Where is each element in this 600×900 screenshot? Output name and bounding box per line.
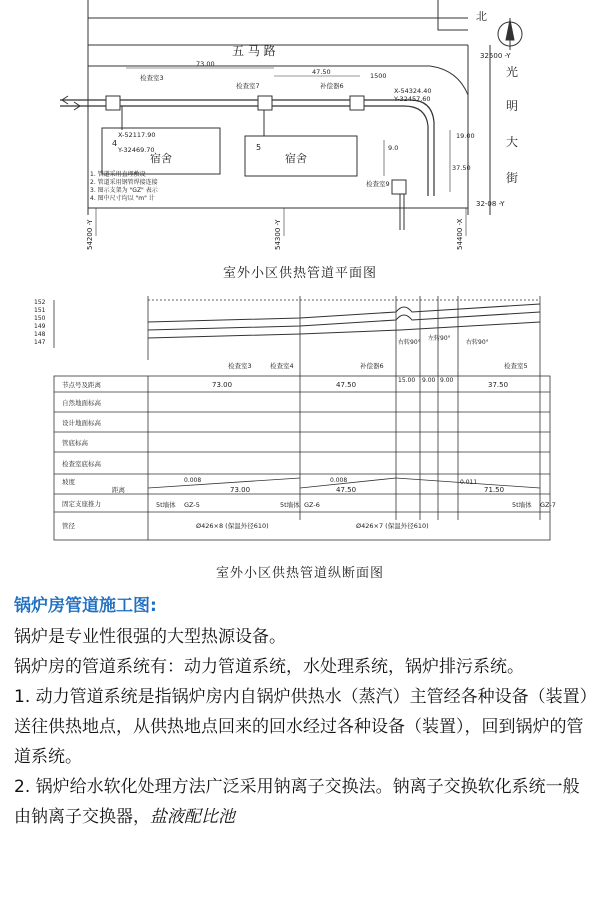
building-a-label: 宿舍 <box>150 152 172 165</box>
street-right-char-3: 大 <box>506 135 519 149</box>
paragraph-1: 锅炉是专业性很强的大型热源设备。 <box>14 627 286 647</box>
axis-label-1: 54200 -Y <box>86 219 94 250</box>
building-b-label: 宿舍 <box>285 152 307 165</box>
distance-2: 47.50 <box>336 486 357 494</box>
row-natural-ground: 自然地面标高 <box>62 399 101 407</box>
dim-d3: 1500 <box>370 72 387 80</box>
note-4: 4. 图中尺寸均以 "m" 计 <box>90 195 155 202</box>
coord-r-x: X-54324.40 <box>394 87 432 95</box>
row-pipe-size: 管径 <box>62 522 75 530</box>
site-plan-text <box>86 10 518 250</box>
street-top-label: 五 马 路 <box>232 44 276 58</box>
row-support: 固定支座推力 <box>62 500 101 508</box>
paragraph-4-main: 2. 锅炉给水软化处理方法广泛采用钠离子交换法。钠离子交换软化系统一般由钠离子交换器， <box>14 777 580 827</box>
north-label: 北 <box>476 10 487 23</box>
scale-150: 150 <box>34 315 46 322</box>
profile-caption: 室外小区供热管道纵断面图 <box>215 566 384 581</box>
axis-label-3: 54400 -X <box>456 218 464 250</box>
well-7-label: 检查室7 <box>236 82 260 90</box>
dim-d5: 37.50 <box>452 164 471 172</box>
profile-well-4: 检查室4 <box>270 362 294 370</box>
scale-147: 147 <box>34 339 46 346</box>
paragraph-3: 1. 动力管道系统是指锅炉房内自锅炉供热水（蒸汽）主管经各种设备（装置）送往供热地点，从供热地点回来的回水经过各种设备（装置），回到锅炉的管道系统。 <box>14 687 589 767</box>
article <box>14 592 594 832</box>
support-2: GZ-5 <box>184 501 200 509</box>
dim-d6: 19.00 <box>456 132 475 140</box>
pipe-size-2: Ø426×7 (保温外径610) <box>356 522 429 530</box>
slope-3: 0.011 <box>460 479 478 486</box>
dim-d2: 47.50 <box>312 68 331 76</box>
street-right-char-2: 明 <box>506 99 519 113</box>
angle-2: 左转90° <box>428 335 451 342</box>
row-node: 节点号及距离 <box>62 381 101 389</box>
note-2: 2. 管道采用钢管焊接连接 <box>90 179 158 186</box>
coord-a-x: X-52117.90 <box>118 131 156 139</box>
row-pipe-bottom: 管底标高 <box>62 439 88 447</box>
well-3-label: 检查室3 <box>140 74 164 82</box>
coord-a-y: Y-32469.70 <box>118 146 155 154</box>
scale-152: 152 <box>34 299 46 306</box>
scale-148: 148 <box>34 331 46 338</box>
support-6: GZ-7 <box>540 501 556 509</box>
support-5: 5t墙体 <box>512 501 532 509</box>
node-value-1: 73.00 <box>212 381 233 389</box>
row-design-ground: 设计地面标高 <box>62 419 101 427</box>
building-b-no: 5 <box>256 143 262 152</box>
distance-1: 73.00 <box>230 486 251 494</box>
well-9-label: 检查室9 <box>366 180 390 188</box>
node-value-4: 9.00 <box>422 377 436 384</box>
angle-3: 右转90° <box>466 339 489 346</box>
support-1: 5t墙体 <box>156 501 176 509</box>
note-3: 3. 图示支架为 "GZ" 表示 <box>90 187 158 194</box>
pipe-size-1: Ø426×8 (保温外径610) <box>196 522 269 530</box>
row-slope: 坡度 <box>62 478 75 486</box>
node-value-6: 37.50 <box>488 381 509 389</box>
coord-r-y: Y-32457.60 <box>394 95 431 103</box>
support-4: GZ-6 <box>304 501 320 509</box>
node-value-5: 9.00 <box>440 377 454 384</box>
paragraph-2: 锅炉房的管道系统有：动力管道系统，水处理系统，锅炉排污系统。 <box>14 657 524 677</box>
slope-1: 0.008 <box>184 477 202 484</box>
paragraph-4-italic: 盐液配比池 <box>150 807 235 827</box>
axis-label-2: 54300 -Y <box>274 219 282 250</box>
profile-well-6: 补偿器6 <box>360 362 384 370</box>
article-heading: 锅炉房管道施工图: <box>14 596 157 616</box>
paragraph-4 <box>14 772 594 832</box>
slope-2: 0.008 <box>330 477 348 484</box>
row-distance: 距离 <box>112 486 125 494</box>
row-well-bottom: 检查室底标高 <box>62 460 101 468</box>
dim-d4: 9.0 <box>388 144 399 152</box>
note-1: 1. 管道采用直埋敷设 <box>90 171 146 178</box>
well-6-label: 补偿器6 <box>320 82 344 90</box>
coord-top-right: 32500 -Y <box>480 52 511 60</box>
building-a-no: 4 <box>112 139 118 148</box>
profile-well-3: 检查室3 <box>228 362 252 370</box>
node-value-3: 15.00 <box>398 377 416 384</box>
profile-well-5: 检查室5 <box>504 362 528 370</box>
coord-bottom-right: 32-08 -Y <box>476 200 505 208</box>
street-right-char-1: 光 <box>506 65 519 79</box>
scale-149: 149 <box>34 323 46 330</box>
plan-caption: 室外小区供热管道平面图 <box>222 266 377 281</box>
street-right-char-4: 街 <box>506 171 519 185</box>
pipe-profile <box>54 296 550 540</box>
node-value-2: 47.50 <box>336 381 357 389</box>
dim-d1: 73.00 <box>196 60 215 68</box>
scale-151: 151 <box>34 307 46 314</box>
support-3: 5t墙体 <box>280 501 300 509</box>
angle-1: 右转90° <box>398 339 421 346</box>
distance-3: 71.50 <box>484 486 505 494</box>
